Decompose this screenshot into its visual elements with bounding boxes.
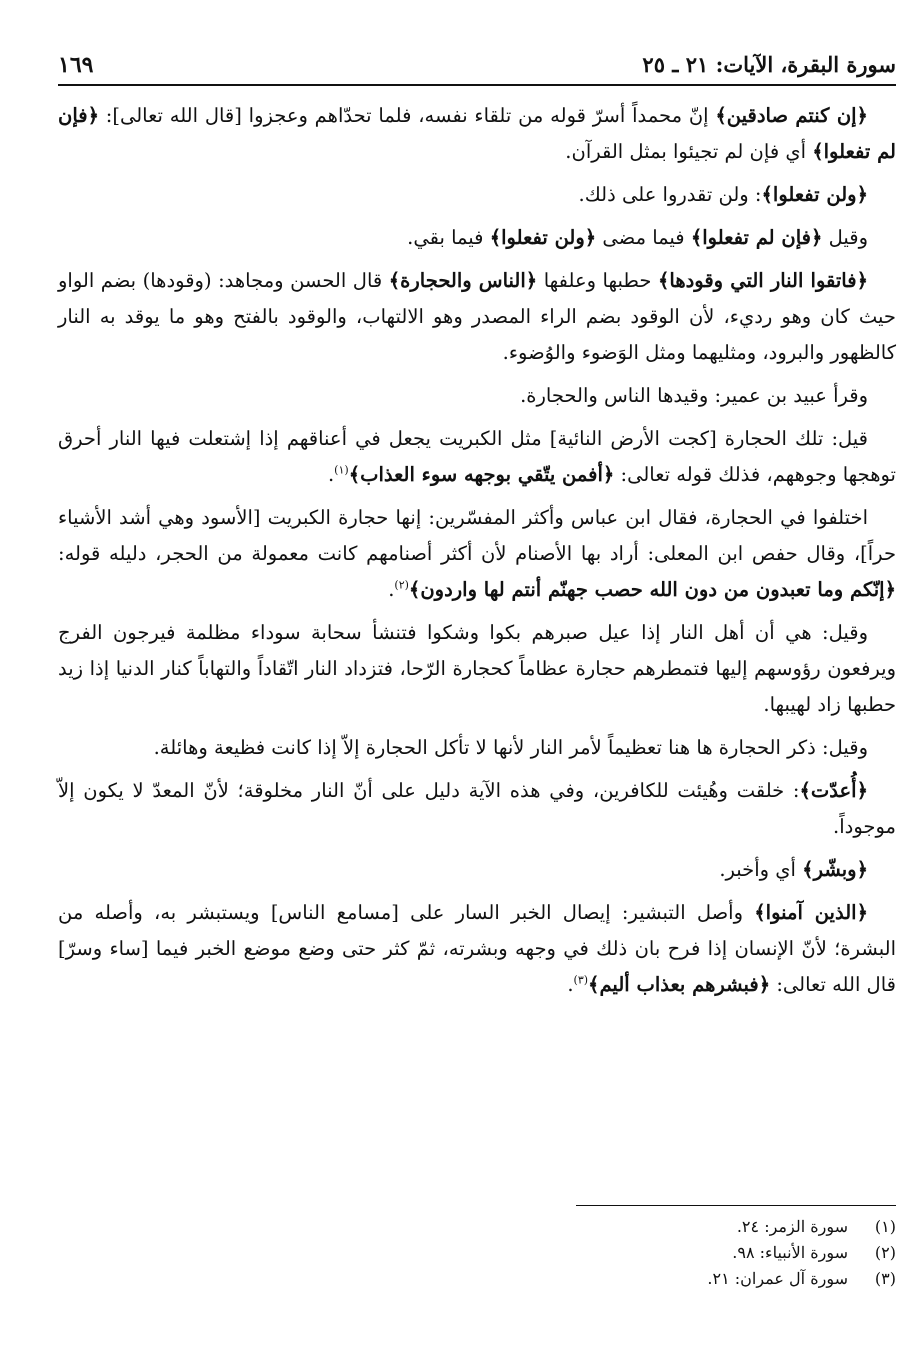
paragraph — [58, 177, 896, 213]
paragraph — [58, 421, 896, 493]
paragraph — [58, 895, 896, 1003]
footnote — [58, 1240, 896, 1266]
main-text — [58, 98, 896, 1003]
text-segment: وقرأ عبيد بن عمير: وقيدها الناس والحجارة. — [520, 384, 868, 407]
text-segment: . — [388, 578, 395, 601]
paragraph — [58, 852, 896, 888]
quran-quote: ﴿إنّكم وما تعبدون من دون الله حصب جهنّم أنتم لها واردون﴾ — [408, 578, 896, 601]
text-segment: قيل: تلك الحجارة [كجت الأرض النائية] مثل الكبريت يجعل في أعناقهم إذا إشتعلت فيها النار أحرق توهجها وجوههم، فذلك قوله تعالى: — [58, 427, 896, 486]
text-segment: وأصل التبشير: إيصال الخبر السار على [مسامع الناس] ويستبشر به، وأصله من البشرة؛ لأنّ الإنسان إذا فرح بان ذلك في وجهه وبشرته، ثمّ كثر حتى وضع موضع الخبر فيما [ساء وسرّ] قال الله تعالى: — [58, 901, 896, 996]
footnote-number: (١) — [874, 1217, 896, 1236]
text-segment: وقيل: هي أن أهل النار إذا عيل صبرهم بكوا وشكوا فتنشأ سحابة سوداء مظلمة فيرجون الفرج ويرفعون رؤوسهم إليها فتمطرهم حجارة عظاماً كحجارة الرّحا، فتزداد النار اتّقاداً والتهاباً كنار الدنيا إذا زيد حطبها زاد لهيبها. — [58, 621, 896, 716]
quran-quote: ﴿وبشّر﴾ — [802, 858, 868, 881]
paragraph — [58, 378, 896, 414]
quran-quote: ﴿فإن لم تفعلوا﴾ — [690, 226, 823, 249]
quran-quote: ﴿فبشرهم بعذاب أليم﴾ — [588, 973, 771, 996]
text-segment: وقيل — [822, 226, 868, 249]
footnote-divider — [576, 1205, 896, 1206]
quran-quote: ﴿فإن لم تفعلوا﴾ — [58, 104, 896, 163]
text-segment: أي وأخبر. — [719, 858, 803, 881]
footnote — [58, 1266, 896, 1292]
page-number: ١٦٩ — [58, 52, 94, 78]
paragraph — [58, 730, 896, 766]
text-segment: . — [567, 973, 574, 996]
text-segment: قال الحسن ومجاهد: (وقودها) بضم الواو حيث كان وهو رديء، لأن الوقود بضم الراء المصدر وهو الالتهاب، والوقود بالفتح وهو ما يوقد به النار كالظهور والبرود، ومثليهما ومثل الوَضوء والوُضوء. — [58, 269, 896, 364]
text-segment: : ولن تقدروا على ذلك. — [578, 183, 762, 206]
quran-quote: ﴿إن كنتم صادقين﴾ — [715, 104, 868, 127]
text-segment: اختلفوا في الحجارة، فقال ابن عباس وأكثر المفسّرين: إنها حجارة الكبريت [الأسود وهي أشد الأشياء حراً]، وقال حفص ابن المعلى: أراد بها الأصنام لأن أكثر أصنامهم كانت معمولة من الحجر، دليله قوله: — [58, 506, 896, 565]
page-header — [58, 40, 896, 86]
text-segment: . — [327, 463, 335, 486]
footnote-number: (٢) — [874, 1243, 896, 1262]
quran-quote: ﴿الناس والحجارة﴾ — [388, 269, 538, 292]
text-segment: وقيل: ذكر الحجارة ها هنا تعظيماً لأمر النار لأنها لا تأكل الحجارة إلاّ إذا كانت فظيعة وهائلة. — [153, 736, 868, 759]
quran-quote: ﴿ولن تفعلوا﴾ — [761, 183, 868, 206]
text-segment: حطبها وعلفها — [537, 269, 658, 292]
paragraph — [58, 773, 896, 845]
footnote-text: سورة الأنبياء: ٩٨. — [732, 1243, 848, 1262]
paragraph — [58, 500, 896, 608]
footnote-number: (٣) — [874, 1269, 896, 1288]
footnote — [58, 1214, 896, 1240]
footnote-ref: (٣) — [573, 973, 589, 987]
footnote-text: سورة آل عمران: ٢١. — [707, 1269, 848, 1288]
running-title: سورة البقرة، الآيات: ٢١ ـ ٢٥ — [642, 52, 896, 77]
footnote-list — [58, 1214, 896, 1292]
quran-quote: ﴿أُعدّت﴾ — [799, 779, 868, 802]
text-segment: فيما مضى — [596, 226, 691, 249]
text-segment: أي فإن لم تجيئوا بمثل القرآن. — [565, 140, 813, 163]
footnote-ref: (٢) — [394, 578, 409, 592]
paragraph — [58, 615, 896, 723]
footnote-ref: (١) — [334, 463, 349, 477]
text-segment: فيما بقي. — [407, 226, 490, 249]
footnotes — [58, 1205, 896, 1292]
quran-quote: ﴿الذين آمنوا﴾ — [754, 901, 869, 924]
text-segment: إنّ محمداً أسرّ قوله من تلقاء نفسه، فلما تحدّاهم وعجزوا [قال الله تعالى]: — [99, 104, 716, 127]
paragraph — [58, 263, 896, 371]
quran-quote: ﴿أفمن يتّقي بوجهه سوء العذاب﴾ — [348, 463, 615, 486]
book-page — [58, 40, 896, 1340]
quran-quote: ﴿فاتقوا النار التي وقودها﴾ — [657, 269, 868, 292]
paragraph — [58, 98, 896, 170]
quran-quote: ﴿ولن تفعلوا﴾ — [489, 226, 597, 249]
footnote-text: سورة الزمر: ٢٤. — [736, 1217, 848, 1236]
text-segment: : خلقت وهُيئت للكافرين، وفي هذه الآية دليل على أنّ النار مخلوقة؛ لأنّ المعدّ لا يكون إلاّ موجوداً. — [58, 779, 896, 838]
paragraph — [58, 220, 896, 256]
